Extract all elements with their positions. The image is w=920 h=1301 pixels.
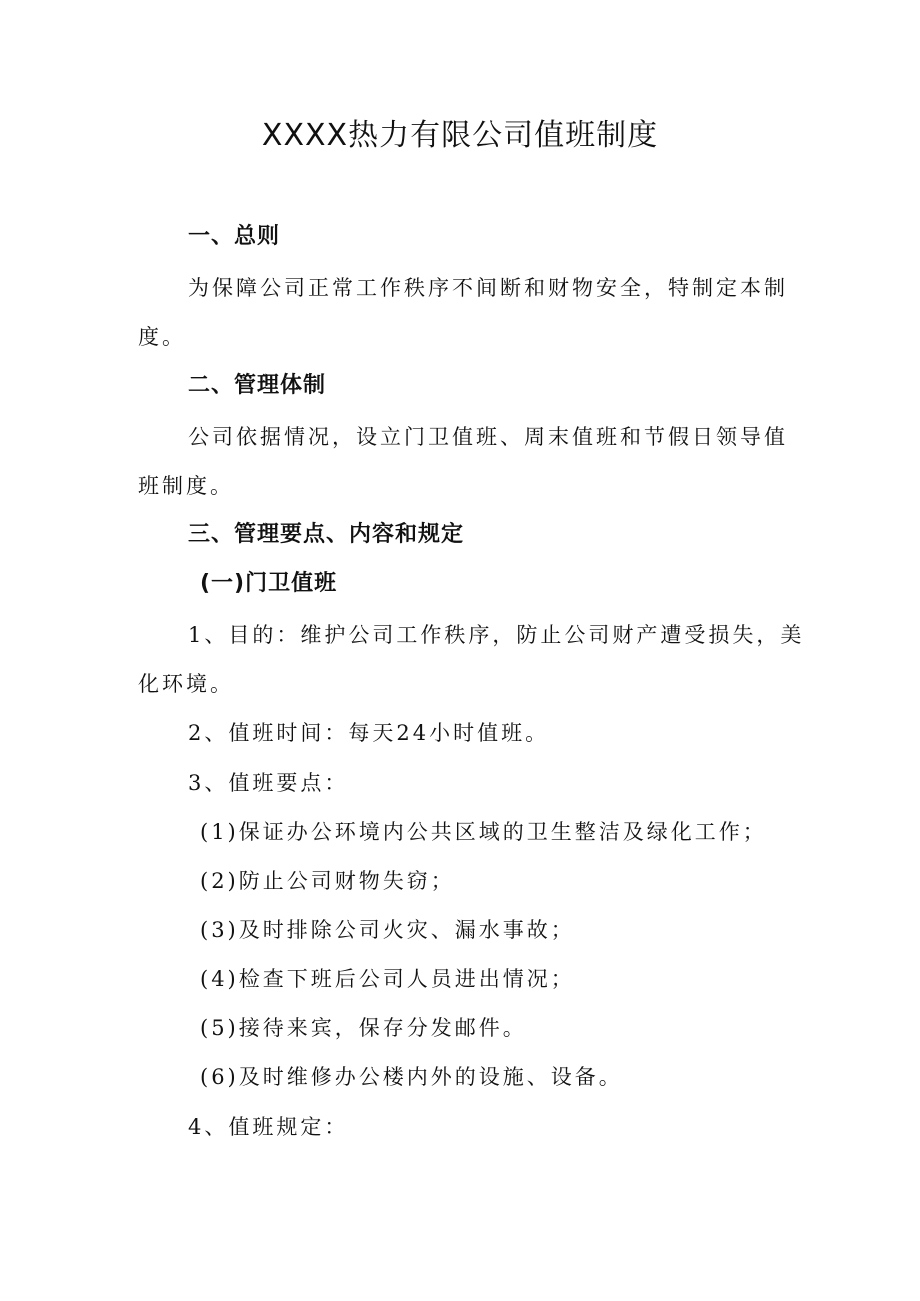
- section-heading-management-system: 二、管理体制: [188, 373, 327, 398]
- subsection-heading-gate-duty: (一)门卫值班: [200, 571, 338, 596]
- section-heading-key-points: 三、管理要点、内容和规定: [188, 522, 465, 547]
- item-duty-rules: 4、值班规定：: [188, 1115, 349, 1139]
- item-duty-points: 3、值班要点：: [188, 771, 349, 795]
- duty-point: (6)及时维修办公楼内外的设施、设备。: [200, 1065, 623, 1089]
- paragraph-general-line-1: 为保障公司正常工作秩序不间断和财物安全，特制定本制: [188, 276, 788, 300]
- paragraph-management-system-line-2: 班制度。: [138, 474, 234, 498]
- paragraph-management-system-line-1: 公司依据情况，设立门卫值班、周末值班和节假日领导值: [188, 425, 788, 449]
- paragraph-general-line-2: 度。: [138, 325, 186, 349]
- section-heading-general: 一、总则: [188, 224, 281, 249]
- duty-point: (5)接待来宾，保存分发邮件。: [200, 1016, 527, 1040]
- duty-point: (2)防止公司财物失窃；: [200, 869, 455, 893]
- duty-point: (4)检查下班后公司人员进出情况；: [200, 967, 575, 991]
- item-purpose-line-1: 1、目的：维护公司工作秩序，防止公司财产遭受损失，美: [188, 623, 805, 647]
- item-purpose-line-2: 化环境。: [138, 672, 234, 696]
- item-duty-time: 2、值班时间：每天24小时值班。: [188, 721, 550, 745]
- duty-point: (1)保证办公环境内公共区域的卫生整洁及绿化工作；: [200, 820, 767, 844]
- document-title: XXXX热力有限公司值班制度: [261, 118, 659, 153]
- duty-point: (3)及时排除公司火灾、漏水事故；: [200, 918, 575, 942]
